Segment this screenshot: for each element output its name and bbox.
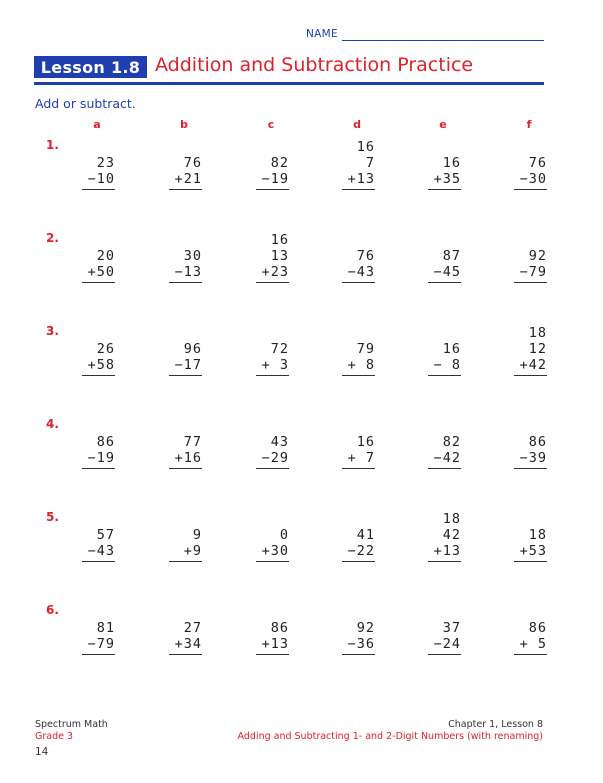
operator-operand: +35	[433, 171, 461, 187]
answer-space[interactable]	[162, 470, 202, 488]
answer-space[interactable]	[249, 656, 289, 674]
operand: 16	[356, 139, 375, 155]
problem-3e	[413, 326, 461, 382]
operand: 43	[270, 434, 289, 450]
operand	[154, 605, 202, 620]
lesson-tag: Lesson 1.8	[34, 56, 147, 78]
problem-2e	[413, 233, 461, 289]
operator-operand: +23	[261, 264, 289, 280]
operand	[241, 140, 289, 155]
answer-rule	[342, 189, 375, 190]
operand: 26	[96, 341, 115, 357]
answer-space[interactable]	[75, 563, 115, 581]
answer-space[interactable]	[335, 284, 375, 302]
operand: 27	[183, 620, 202, 636]
operator-operand: −29	[261, 450, 289, 466]
answer-rule	[514, 375, 547, 376]
operand: 92	[356, 620, 375, 636]
column-letter-f: f	[526, 118, 532, 131]
operand	[67, 605, 115, 620]
answer-space[interactable]	[421, 377, 461, 395]
answer-rule	[169, 189, 202, 190]
row-number: 4.	[46, 417, 59, 431]
operator-operand: −43	[347, 264, 375, 280]
operand	[499, 419, 547, 434]
problem-5e	[413, 512, 461, 568]
problem-5a	[67, 512, 115, 568]
answer-rule	[256, 282, 289, 283]
problem-1b	[154, 140, 202, 196]
answer-rule	[514, 654, 547, 655]
column-letter-a: a	[93, 118, 101, 131]
operator-operand: +42	[519, 357, 547, 373]
operand	[499, 140, 547, 155]
answer-rule	[256, 468, 289, 469]
answer-space[interactable]	[162, 284, 202, 302]
operator-operand: +50	[87, 264, 115, 280]
answer-rule	[514, 189, 547, 190]
problem-5b	[154, 512, 202, 568]
operator-operand: −79	[87, 636, 115, 652]
footer-chapter: Chapter 1, Lesson 8	[448, 719, 543, 730]
problem-4f	[499, 419, 547, 475]
column-letter-b: b	[180, 118, 188, 131]
answer-rule	[169, 282, 202, 283]
operand	[67, 233, 115, 248]
answer-rule	[342, 375, 375, 376]
operand: 86	[96, 434, 115, 450]
operator-operand: +9	[183, 543, 202, 559]
problem-4e	[413, 419, 461, 475]
operator-operand: +13	[347, 171, 375, 187]
answer-rule	[514, 468, 547, 469]
problem-6b	[154, 605, 202, 661]
answer-space[interactable]	[249, 563, 289, 581]
title-rule	[34, 82, 544, 85]
answer-space[interactable]	[162, 563, 202, 581]
name-label: NAME	[306, 28, 338, 40]
column-letter-c: c	[267, 118, 275, 131]
answer-rule	[169, 468, 202, 469]
problem-3b	[154, 326, 202, 382]
operand: 23	[96, 155, 115, 171]
operator-operand: + 7	[347, 450, 375, 466]
operand	[327, 512, 375, 527]
operand: 30	[183, 248, 202, 264]
row-number: 3.	[46, 324, 59, 338]
problem-5c	[241, 512, 289, 568]
operator-operand: −39	[519, 450, 547, 466]
answer-rule	[169, 375, 202, 376]
operand	[327, 233, 375, 248]
operand: 57	[96, 527, 115, 543]
operand	[154, 140, 202, 155]
answer-space[interactable]	[162, 191, 202, 209]
operator-operand: +13	[261, 636, 289, 652]
answer-rule	[169, 654, 202, 655]
answer-rule	[342, 468, 375, 469]
operand: 16	[356, 434, 375, 450]
problem-2b	[154, 233, 202, 289]
problem-6d	[327, 605, 375, 661]
operator-operand: −17	[174, 357, 202, 373]
answer-space[interactable]	[75, 191, 115, 209]
answer-space[interactable]	[335, 563, 375, 581]
operand: 16	[442, 155, 461, 171]
problem-1c	[241, 140, 289, 196]
operator-operand: −79	[519, 264, 547, 280]
answer-space[interactable]	[507, 656, 547, 674]
answer-space[interactable]	[421, 284, 461, 302]
problem-4d	[327, 419, 375, 475]
operator-operand: −43	[87, 543, 115, 559]
operand: 76	[356, 248, 375, 264]
operand	[241, 326, 289, 341]
operand: 72	[270, 341, 289, 357]
operand: 16	[442, 341, 461, 357]
answer-rule	[256, 561, 289, 562]
answer-space[interactable]	[249, 470, 289, 488]
answer-space[interactable]	[507, 284, 547, 302]
answer-rule	[428, 375, 461, 376]
answer-rule	[82, 561, 115, 562]
operator-operand: −19	[261, 171, 289, 187]
answer-space[interactable]	[507, 191, 547, 209]
answer-rule	[82, 282, 115, 283]
operand	[154, 512, 202, 527]
problem-6f	[499, 605, 547, 661]
answer-rule	[428, 282, 461, 283]
answer-rule	[428, 654, 461, 655]
row-number: 5.	[46, 510, 59, 524]
operand: 12	[528, 341, 547, 357]
operator-operand: +34	[174, 636, 202, 652]
answer-space[interactable]	[507, 470, 547, 488]
answer-rule	[514, 561, 547, 562]
operator-operand: −36	[347, 636, 375, 652]
problem-4a	[67, 419, 115, 475]
footer-publisher: Spectrum Math	[35, 719, 108, 730]
problem-1f	[499, 140, 547, 196]
operand	[413, 140, 461, 155]
operator-operand: −22	[347, 543, 375, 559]
problem-3a	[67, 326, 115, 382]
answer-space[interactable]	[421, 191, 461, 209]
operand: 0	[279, 527, 289, 543]
operand	[413, 326, 461, 341]
operand: 79	[356, 341, 375, 357]
answer-space[interactable]	[335, 470, 375, 488]
problem-6e	[413, 605, 461, 661]
answer-space[interactable]	[421, 563, 461, 581]
operand	[67, 140, 115, 155]
operand	[499, 233, 547, 248]
answer-space[interactable]	[75, 284, 115, 302]
answer-space[interactable]	[421, 470, 461, 488]
answer-rule	[256, 189, 289, 190]
problem-2a	[67, 233, 115, 289]
operand: 9	[192, 527, 202, 543]
answer-rule	[342, 282, 375, 283]
operator-operand: −24	[433, 636, 461, 652]
operand	[413, 605, 461, 620]
problem-4c	[241, 419, 289, 475]
operator-operand: −45	[433, 264, 461, 280]
footer-grade: Grade 3	[35, 731, 74, 742]
problem-1d	[327, 140, 375, 196]
answer-space[interactable]	[335, 656, 375, 674]
answer-rule	[169, 561, 202, 562]
operand	[154, 326, 202, 341]
answer-space[interactable]	[335, 191, 375, 209]
operator-operand: +16	[174, 450, 202, 466]
answer-space[interactable]	[249, 377, 289, 395]
operand: 77	[183, 434, 202, 450]
operand	[413, 233, 461, 248]
operand	[327, 605, 375, 620]
answer-space[interactable]	[507, 377, 547, 395]
answer-rule	[82, 189, 115, 190]
page-number: 14	[35, 746, 49, 758]
operand	[241, 419, 289, 434]
operand	[67, 419, 115, 434]
operand	[413, 419, 461, 434]
operator-operand: −42	[433, 450, 461, 466]
answer-space[interactable]	[249, 284, 289, 302]
row-number: 6.	[46, 603, 59, 617]
name-field[interactable]	[306, 28, 544, 42]
lesson-title: Addition and Subtraction Practice	[155, 54, 474, 76]
operand: 37	[442, 620, 461, 636]
operand: 18	[528, 527, 547, 543]
answer-rule	[514, 282, 547, 283]
operand	[499, 512, 547, 527]
operator-operand: +13	[433, 543, 461, 559]
instructions: Add or subtract.	[35, 96, 136, 111]
operand	[241, 605, 289, 620]
operator-operand: +58	[87, 357, 115, 373]
operand	[67, 326, 115, 341]
problem-3f	[499, 326, 547, 382]
operand: 76	[183, 155, 202, 171]
operator-operand: −19	[87, 450, 115, 466]
operator-operand: + 8	[347, 357, 375, 373]
problem-5f	[499, 512, 547, 568]
answer-rule	[428, 189, 461, 190]
operand: 13	[270, 248, 289, 264]
operand	[327, 326, 375, 341]
answer-space[interactable]	[335, 377, 375, 395]
row-number: 2.	[46, 231, 59, 245]
operand: 81	[96, 620, 115, 636]
operand: 18	[528, 325, 547, 341]
answer-rule	[82, 654, 115, 655]
operator-operand: + 5	[519, 636, 547, 652]
answer-rule	[82, 468, 115, 469]
problem-6a	[67, 605, 115, 661]
operand	[67, 512, 115, 527]
name-line[interactable]	[342, 40, 544, 41]
answer-rule	[428, 468, 461, 469]
operator-operand: −13	[174, 264, 202, 280]
problem-1e	[413, 140, 461, 196]
answer-rule	[428, 561, 461, 562]
operand	[154, 233, 202, 248]
operator-operand: +21	[174, 171, 202, 187]
answer-space[interactable]	[162, 377, 202, 395]
operator-operand: + 3	[261, 357, 289, 373]
operand: 82	[270, 155, 289, 171]
operand: 41	[356, 527, 375, 543]
answer-rule	[256, 654, 289, 655]
operator-operand: −10	[87, 171, 115, 187]
operand: 87	[442, 248, 461, 264]
problem-6c	[241, 605, 289, 661]
problem-3c	[241, 326, 289, 382]
operand: 82	[442, 434, 461, 450]
problem-1a	[67, 140, 115, 196]
problem-2c	[241, 233, 289, 289]
column-letter-d: d	[353, 118, 361, 131]
operand: 42	[442, 527, 461, 543]
column-letter-e: e	[439, 118, 447, 131]
operator-operand: −30	[519, 171, 547, 187]
problem-3d	[327, 326, 375, 382]
operand: 76	[528, 155, 547, 171]
footer-topic: Adding and Subtracting 1- and 2-Digit Numbers (with renaming)	[237, 731, 543, 742]
problem-4b	[154, 419, 202, 475]
operand	[154, 419, 202, 434]
answer-space[interactable]	[249, 191, 289, 209]
operator-operand: − 8	[433, 357, 461, 373]
row-number: 1.	[46, 138, 59, 152]
operand: 92	[528, 248, 547, 264]
operand: 20	[96, 248, 115, 264]
operand: 7	[365, 155, 375, 171]
problem-5d	[327, 512, 375, 568]
answer-space[interactable]	[421, 656, 461, 674]
problem-2f	[499, 233, 547, 289]
answer-space[interactable]	[75, 656, 115, 674]
answer-space[interactable]	[75, 470, 115, 488]
operand: 96	[183, 341, 202, 357]
answer-space[interactable]	[75, 377, 115, 395]
operand: 86	[528, 434, 547, 450]
problem-2d	[327, 233, 375, 289]
operator-operand: +30	[261, 543, 289, 559]
operand: 18	[442, 511, 461, 527]
operand	[327, 419, 375, 434]
operand	[499, 605, 547, 620]
operand: 16	[270, 232, 289, 248]
operand: 86	[270, 620, 289, 636]
answer-space[interactable]	[162, 656, 202, 674]
operator-operand: +53	[519, 543, 547, 559]
answer-rule	[342, 561, 375, 562]
operand	[241, 512, 289, 527]
answer-rule	[342, 654, 375, 655]
answer-rule	[82, 375, 115, 376]
operand: 86	[528, 620, 547, 636]
answer-rule	[256, 375, 289, 376]
answer-space[interactable]	[507, 563, 547, 581]
